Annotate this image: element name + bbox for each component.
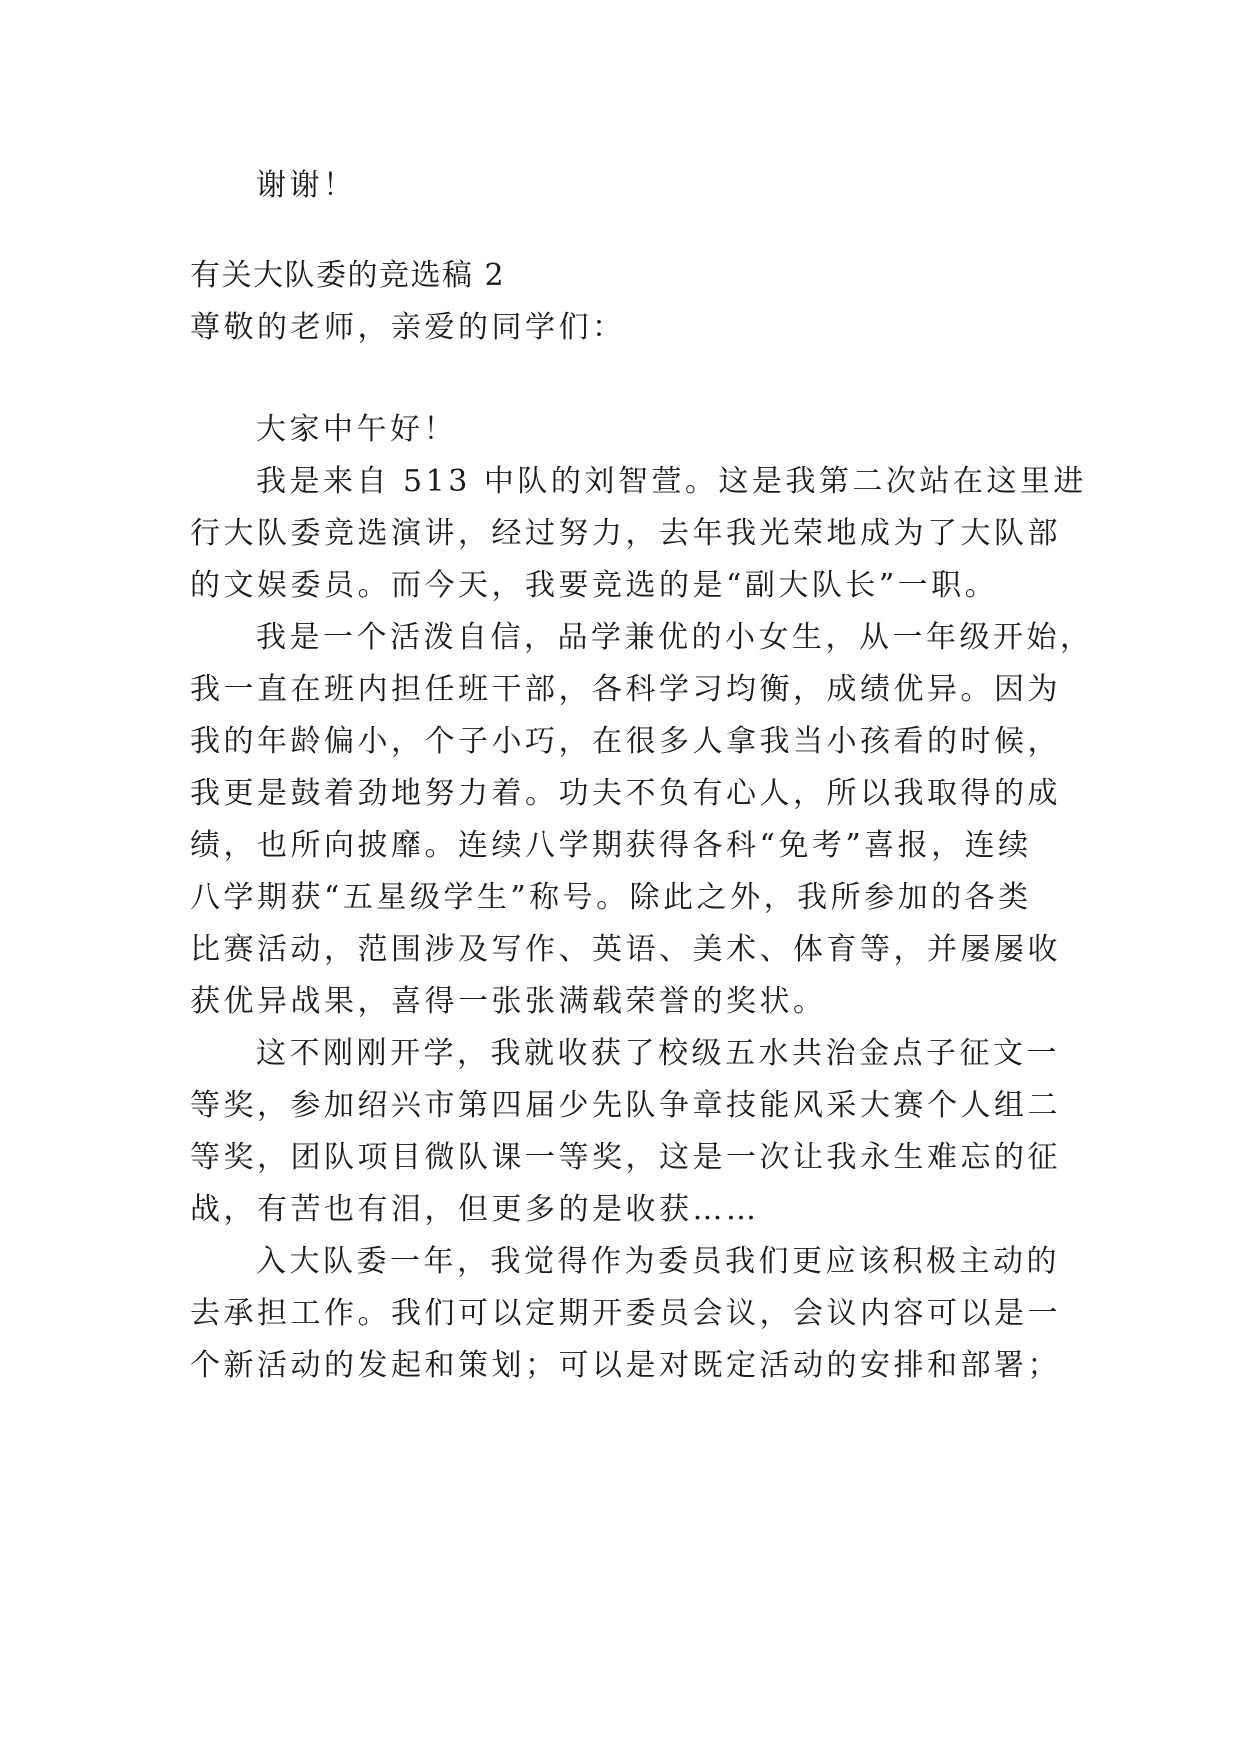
paragraph-line: 等奖，团队项目微队课一等奖，这是一次让我永生难忘的征 [190,1140,1061,1175]
paragraph-line: 我是一个活泼自信，品学兼优的小女生，从一年级开始， [256,620,1094,655]
paragraph-line: 入大队委一年，我觉得作为委员我们更应该积极主动的 [256,1244,1060,1279]
salutation-line: 尊敬的老师，亲爱的同学们： [190,310,626,345]
paragraph-line: 我是来自 513 中队的刘智萱。这是我第二次站在这里进 [256,464,1087,499]
greeting-line: 大家中午好！ [256,412,457,447]
paragraph-line: 的文娱委员。而今天，我要竞选的是“副大队长”一职。 [190,568,999,603]
paragraph-line: 去承担工作。我们可以定期开委员会议，会议内容可以是一 [190,1296,1061,1331]
paragraph-line: 比赛活动，范围涉及写作、英语、美术、体育等，并屡屡收 [190,932,1061,967]
paragraph-line: 等奖，参加绍兴市第四届少先队争章技能风采大赛个人组二 [190,1088,1061,1123]
document-title: 有关大队委的竞选稿 2 [190,258,506,293]
paragraph-line: 这不刚刚开学，我就收获了校级五水共治金点子征文一 [256,1036,1060,1071]
paragraph-line: 行大队委竞选演讲，经过努力，去年我光荣地成为了大队部 [190,516,1061,551]
paragraph-line: 个新活动的发起和策划；可以是对既定活动的安排和部署； [190,1348,1061,1383]
paragraph-line: 我更是鼓着劲地努力着。功夫不负有心人，所以我取得的成 [190,776,1061,811]
closing-line: 谢谢！ [256,168,357,203]
paragraph-line: 战，有苦也有泪，但更多的是收获…… [190,1192,760,1227]
paragraph-line: 我一直在班内担任班干部，各科学习均衡，成绩优异。因为 [190,672,1061,707]
paragraph-line: 绩，也所向披靡。连续八学期获得各科“免考”喜报，连续 [190,828,1032,863]
paragraph-line: 八学期获“五星级学生”称号。除此之外，我所参加的各类 [190,880,1032,915]
paragraph-line: 获优异战果，喜得一张张满载荣誉的奖状。 [190,984,827,1019]
paragraph-line: 我的年龄偏小，个子小巧，在很多人拿我当小孩看的时候， [190,724,1061,759]
